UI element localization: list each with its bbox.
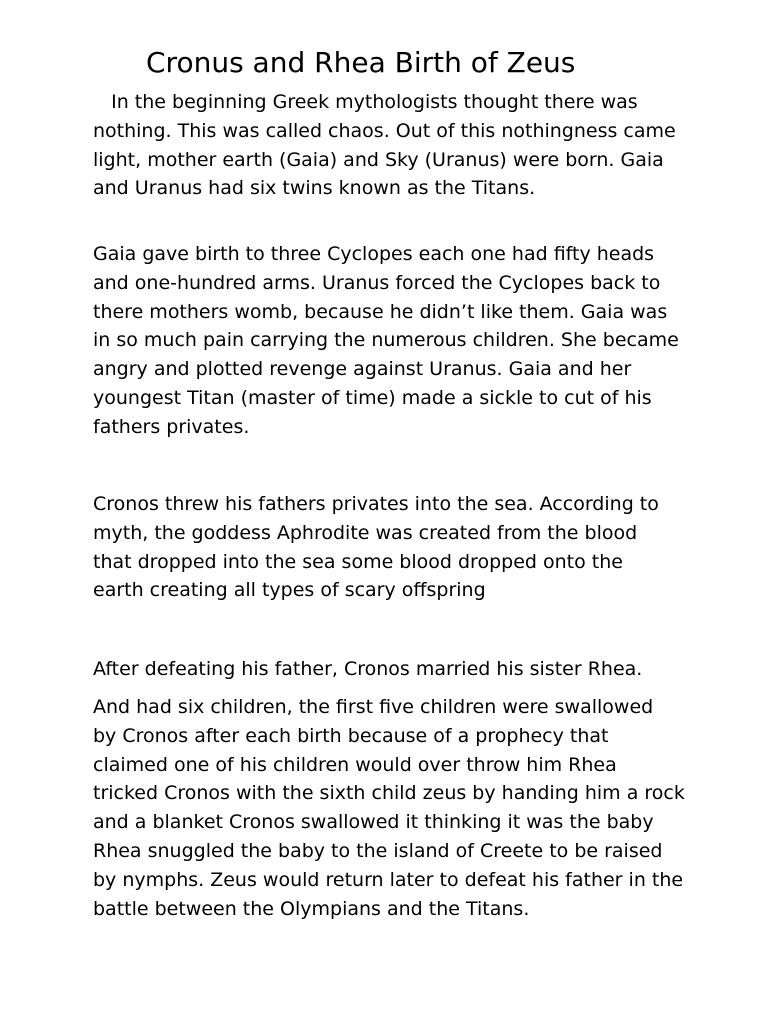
text-line: And had six children, the first five children were swallowed <box>93 696 654 718</box>
text-line: claimed one of his children would over throw him Rhea <box>93 753 617 776</box>
text-line: earth creating all types of scary offspring <box>93 579 486 602</box>
document-title: Cronus and Rhea Birth of Zeus <box>146 46 576 79</box>
text-line: there mothers womb, because he didn’t like them. Gaia was <box>93 300 668 323</box>
paragraph-aphrodite <box>93 490 683 605</box>
text-line: In the beginning Greek mythologists thought there was <box>93 91 638 113</box>
text-line: tricked Cronos with the sixth child zeus by handing him a rock <box>93 782 685 805</box>
text-line: and Uranus had six twins known as the Titans. <box>93 177 536 200</box>
text-line: battle between the Olympians and the Titans. <box>93 897 530 920</box>
text-line: and one-hundred arms. Uranus forced the Cyclopes back to <box>93 271 661 294</box>
text-line: and a blanket Cronos swallowed it thinking it was the baby <box>93 811 654 834</box>
text-line: fathers privates. <box>93 415 250 438</box>
text-line: Cronos threw his fathers privates into the sea. According to <box>93 493 659 515</box>
paragraph-children <box>93 693 683 923</box>
paragraph-marriage <box>93 655 683 684</box>
text-line: Gaia gave birth to three Cyclopes each one had fifty heads <box>93 243 655 265</box>
text-line: After defeating his father, Cronos married his sister Rhea. <box>93 658 643 680</box>
text-line: in so much pain carrying the numerous children. She became <box>93 329 679 352</box>
text-line: youngest Titan (master of time) made a sickle to cut of his <box>93 386 652 409</box>
text-line: angry and plotted revenge against Uranus. Gaia and her <box>93 358 632 381</box>
text-line: myth, the goddess Aphrodite was created from the blood <box>93 521 638 544</box>
paragraph-cyclopes <box>93 240 683 442</box>
text-line: Rhea snuggled the baby to the island of Creete to be raised <box>93 839 663 862</box>
text-line: light, mother earth (Gaia) and Sky (Uranus) were born. Gaia <box>93 148 664 171</box>
text-line: by nymphs. Zeus would return later to defeat his father in the <box>93 868 684 891</box>
text-line: that dropped into the sea some blood dropped onto the <box>93 550 623 573</box>
paragraph-creation <box>93 88 683 203</box>
text-line: by Cronos after each birth because of a prophecy that <box>93 724 609 747</box>
text-line: nothing. This was called chaos. Out of this nothingness came <box>93 119 676 142</box>
